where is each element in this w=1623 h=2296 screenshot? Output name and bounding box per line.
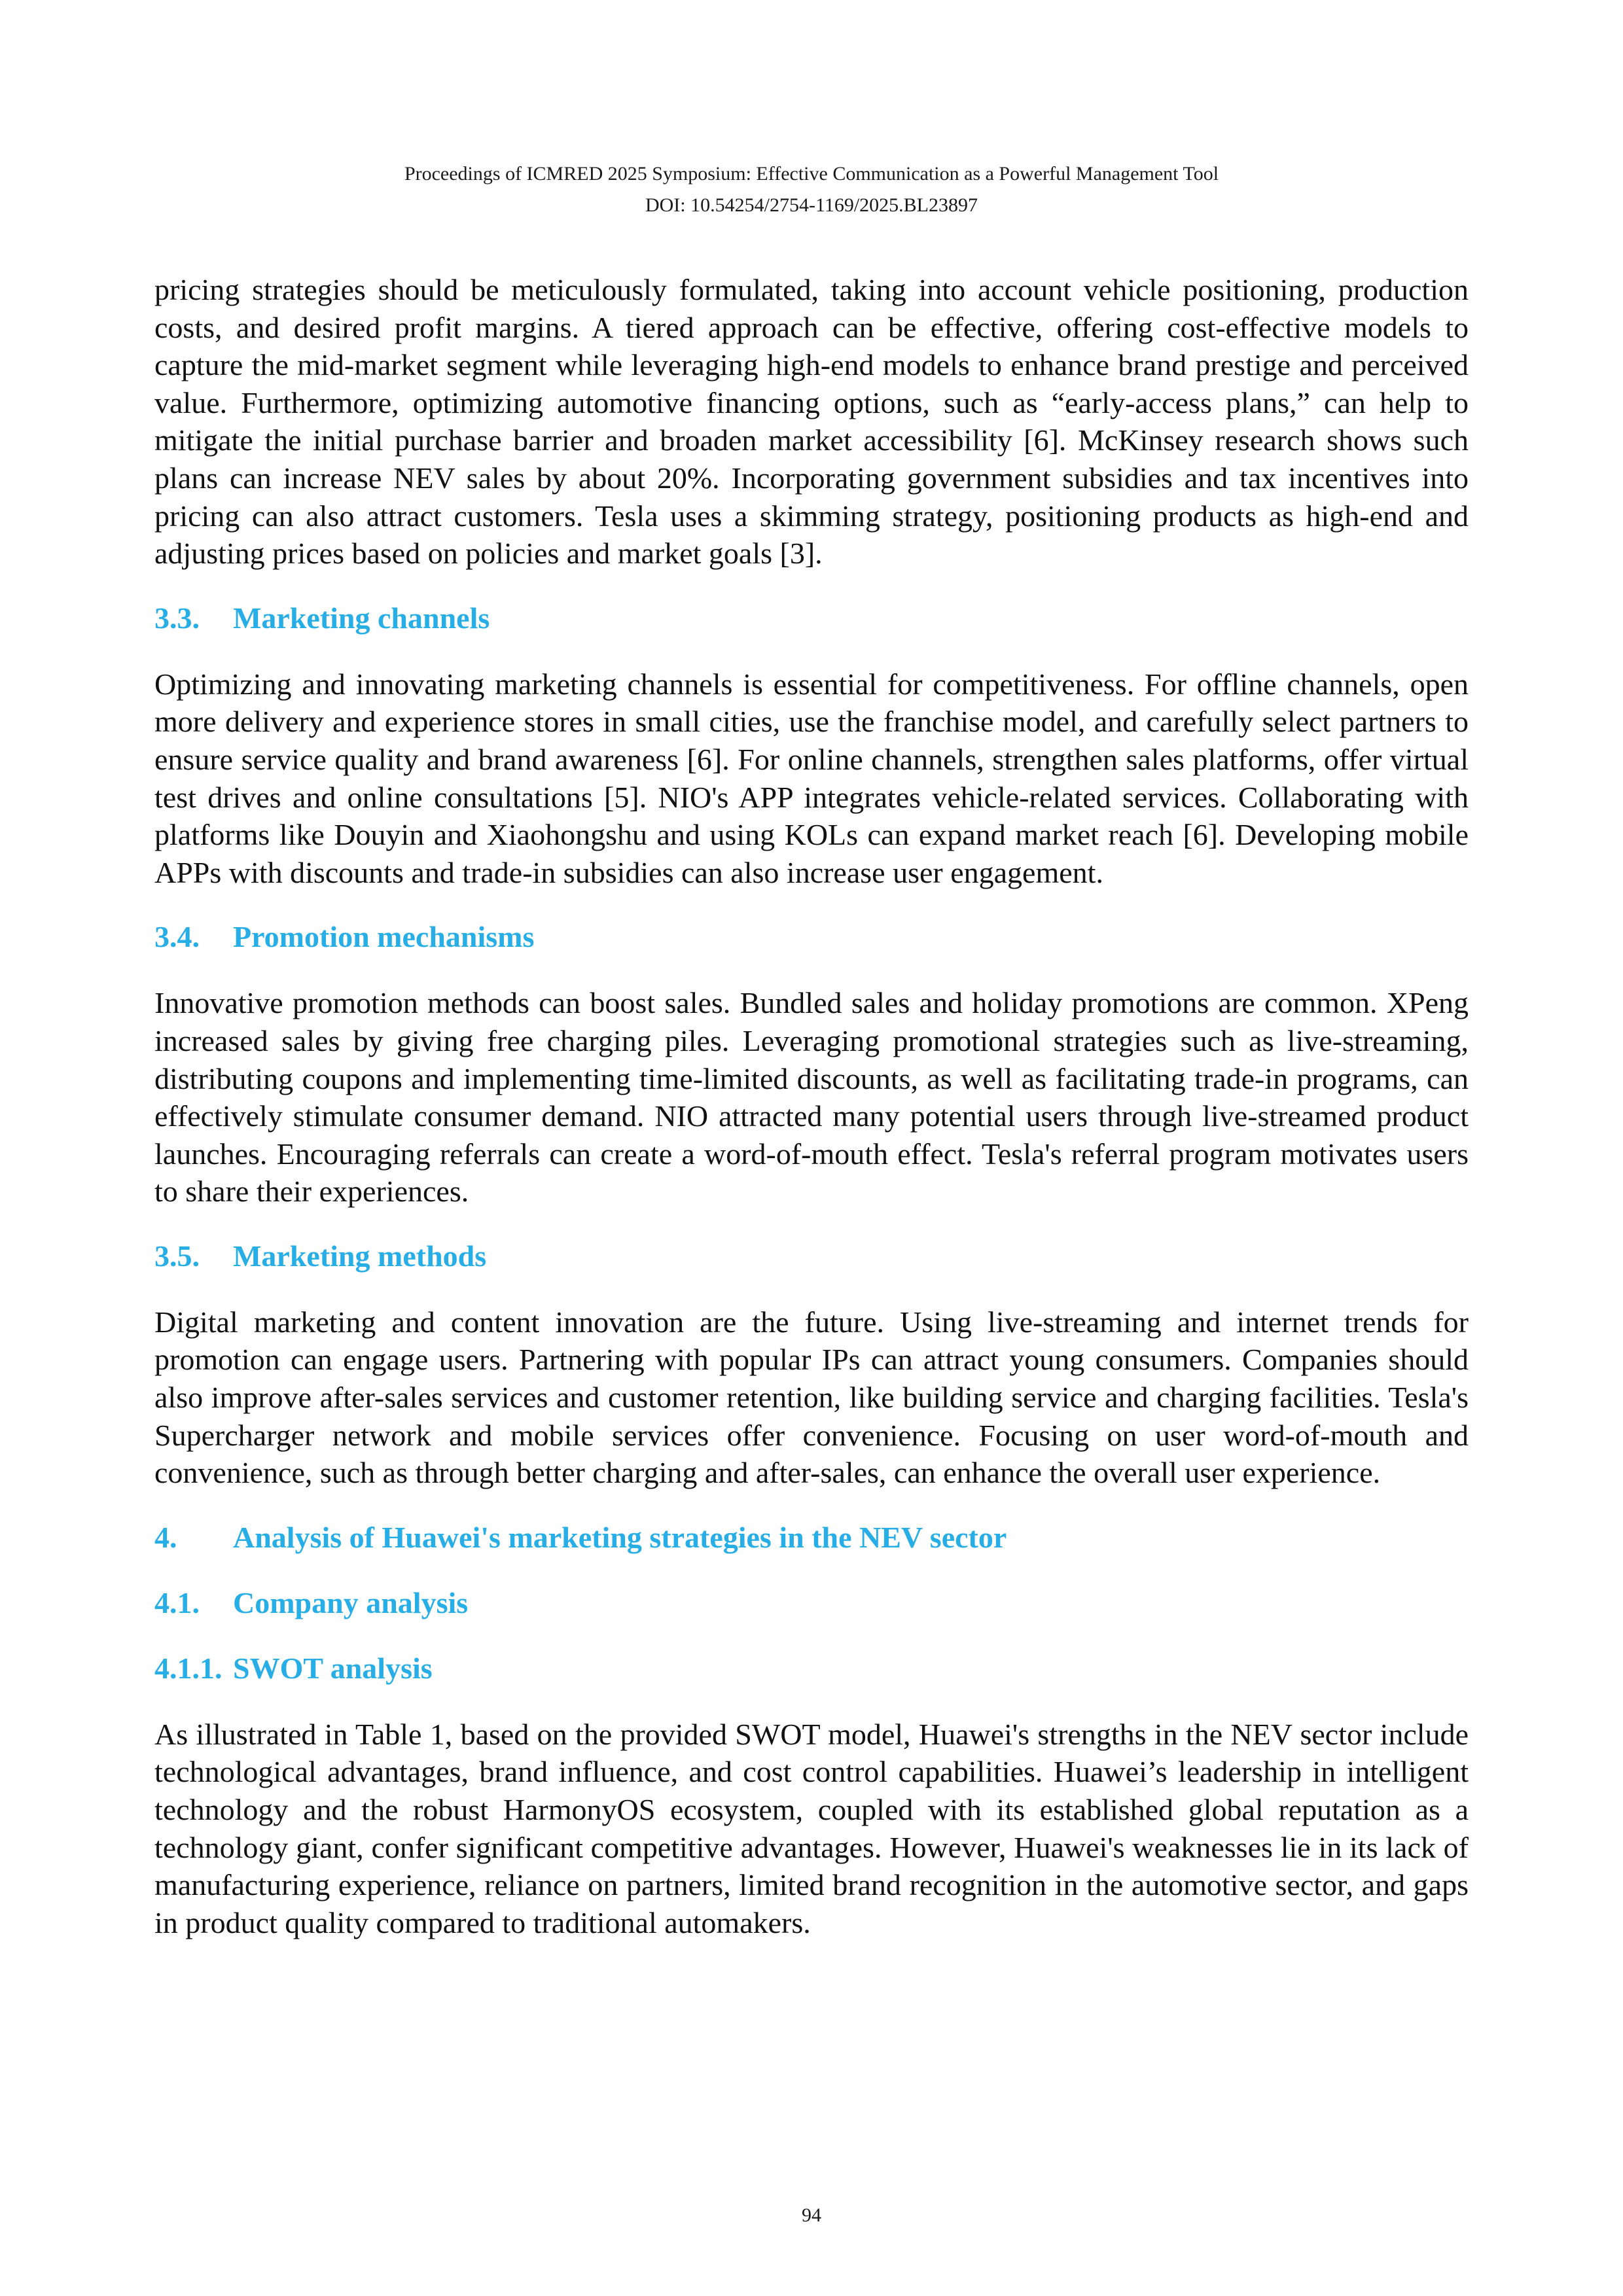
heading-swot-analysis	[154, 1650, 1469, 1687]
section-title: Company analysis	[233, 1585, 469, 1619]
section-title: SWOT analysis	[233, 1651, 433, 1685]
heading-company-analysis	[154, 1585, 1469, 1621]
section-title: Marketing channels	[233, 601, 490, 635]
heading-huawei-analysis	[154, 1519, 1469, 1556]
paragraph-marketing-methods: Digital marketing and content innovation are the future. Using live-streaming and internet trends for promotion can engage users. Partnering with popular IPs can attract young consumers. Companies should also improve after-sales services and customer retention, like building service and charging facilities. Tesla's Supercharger network and mobile services offer convenience. Focusing on user word-of-mouth and convenience, such as through better charging and after-sales, can enhance the overall user experience.	[154, 1305, 1469, 1490]
section-number: 4.1.	[154, 1585, 200, 1619]
section-title: Promotion mechanisms	[233, 920, 535, 954]
section-number: 3.5.	[154, 1239, 200, 1273]
paragraph-swot-analysis: As illustrated in Table 1, based on the provided SWOT model, Huawei's strengths in the NEV sector include technological advantages, brand influence, and cost control capabilities. Huawei’s leadership in intelligent technology and the robust HarmonyOS ecosystem, coupled with its established global reputation as a technology giant, confer significant competitive advantages. However, Huawei's weaknesses lie in its lack of manufacturing experience, reliance on partners, limited brand recognition in the automotive sector, and gaps in product quality compared to traditional automakers.	[154, 1717, 1469, 1939]
body-content	[154, 271, 1469, 1969]
section-title: Analysis of Huawei's marketing strategies in the NEV sector	[233, 1520, 1007, 1554]
page-number: 94	[802, 2204, 821, 2226]
heading-marketing-methods	[154, 1238, 1469, 1275]
section-number: 3.4.	[154, 920, 200, 954]
section-title: Marketing methods	[233, 1239, 487, 1273]
running-header	[0, 158, 1623, 221]
paragraph-promotion-mechanisms: Innovative promotion methods can boost sales. Bundled sales and holiday promotions are common. XPeng increased sales by giving free charging piles. Leveraging promotional strategies such as live-streaming, distributing coupons and implementing time-limited discounts, as well as facilitating trade-in programs, can effectively stimulate consumer demand. NIO attracted many potential users through live-streamed product launches. Encouraging referrals can create a word-of-mouth effect. Tesla's referral program motivates users to share their experiences.	[154, 986, 1469, 1209]
paragraph-marketing-channels: Optimizing and innovating marketing channels is essential for competitiveness. For offline channels, open more delivery and experience stores in small cities, use the franchise model, and carefully select partners to ensure service quality and brand awareness [6]. For online channels, strengthen sales platforms, offer virtual test drives and online consultations [5]. NIO's APP integrates vehicle-related services. Collaborating with platforms like Douyin and Xiaohongshu and using KOLs can expand market reach [6]. Developing mobile APPs with discounts and trade-in subsidies can also increase user engagement.	[154, 667, 1469, 889]
section-number: 4.	[154, 1520, 177, 1554]
paragraph-pricing: pricing strategies should be meticulously formulated, taking into account vehicle positioning, production costs, and desired profit margins. A tiered approach can be effective, offering cost-effective models to capture the mid-market segment while leveraging high-end models to enhance brand prestige and perceived value. Furthermore, optimizing automotive financing options, such as “early-access plans,” can help to mitigate the initial purchase barrier and broaden market accessibility [6]. McKinsey research shows such plans can increase NEV sales by about 20%. Incorporating government subsidies and tax incentives into pricing can also attract customers. Tesla uses a skimming strategy, positioning products as high-end and adjusting prices based on policies and market goals [3].	[154, 273, 1469, 571]
heading-marketing-channels	[154, 600, 1469, 637]
doi-line: DOI: 10.54254/2754-1169/2025.BL23897	[645, 194, 978, 216]
proceedings-title: Proceedings of ICMRED 2025 Symposium: Effective Communication as a Powerful Management Tool	[404, 163, 1219, 185]
section-number: 4.1.1.	[154, 1651, 223, 1685]
heading-promotion-mechanisms	[154, 919, 1469, 955]
section-number: 3.3.	[154, 601, 200, 635]
